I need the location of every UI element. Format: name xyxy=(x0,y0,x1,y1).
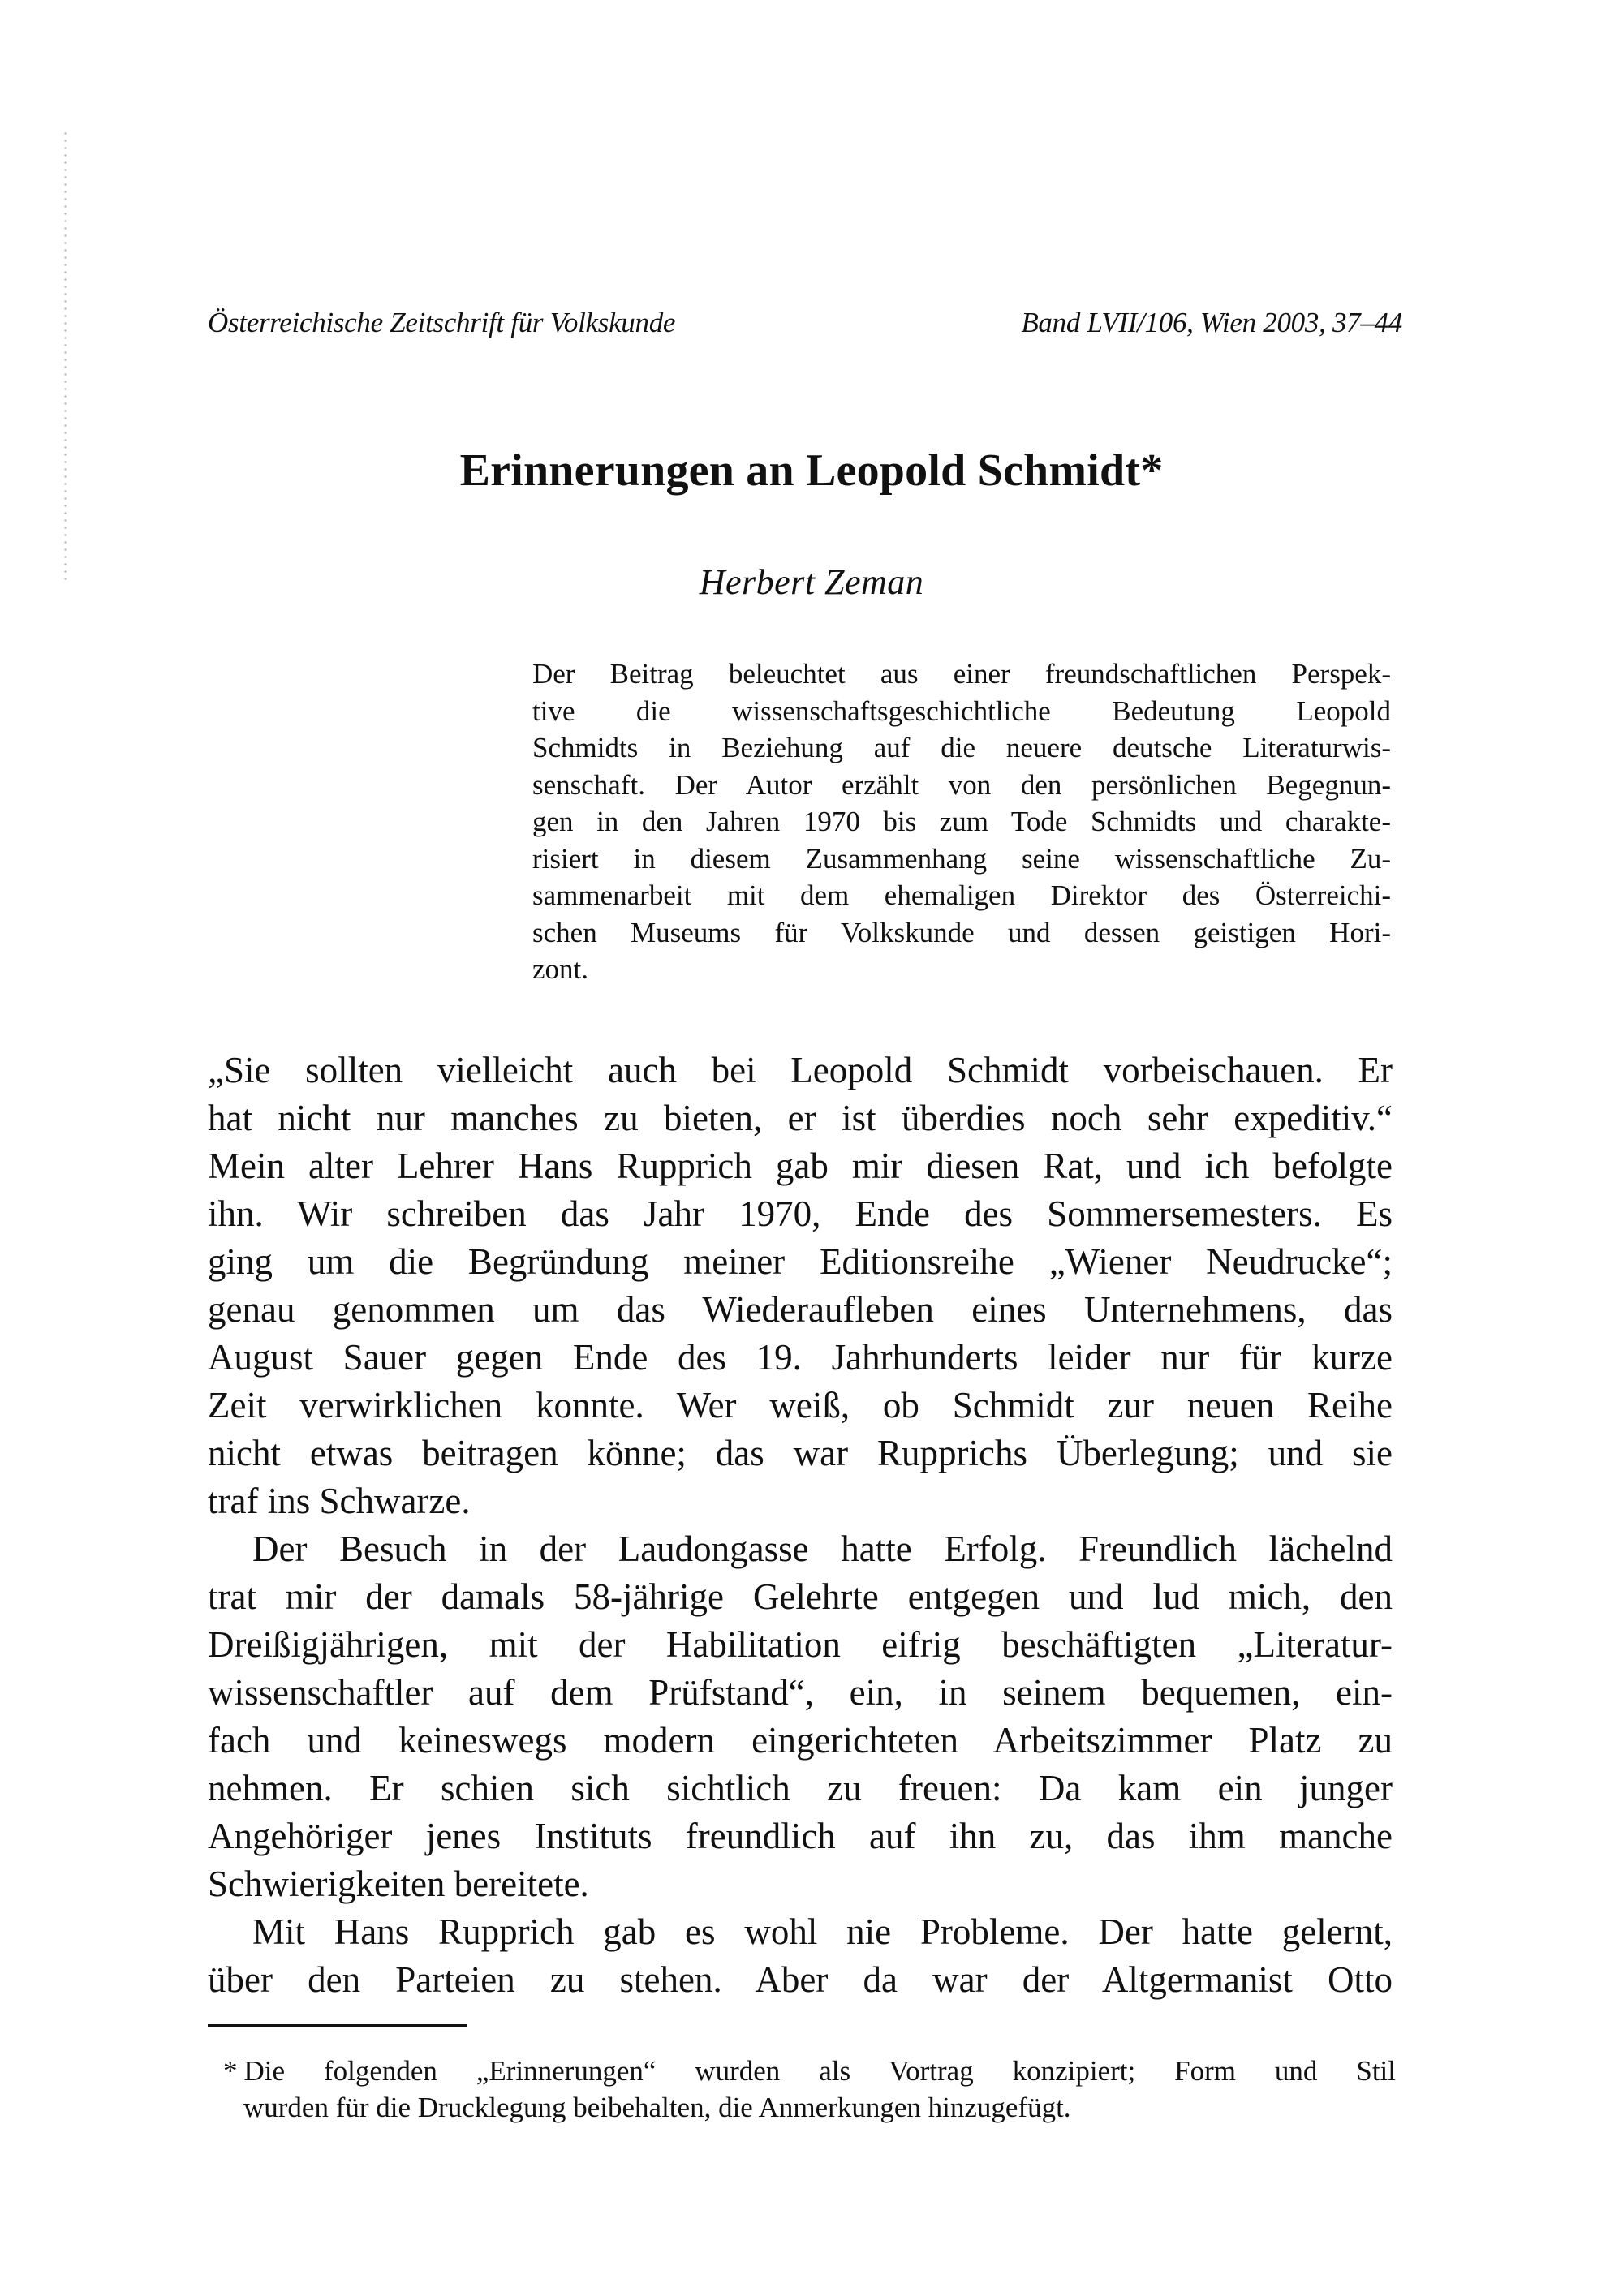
abstract-line: risiert in diesem Zusammenhang seine wissenschaftliche Zu- xyxy=(532,842,1391,875)
running-head xyxy=(208,307,1402,339)
body-line: Der Besuch in der Laudongasse hatte Erfolg. Freundlich lächelnd xyxy=(252,1529,1393,1569)
abstract-line: gen in den Jahren 1970 bis zum Tode Schmidts und charakte- xyxy=(532,806,1391,837)
footnote xyxy=(223,2053,1396,2126)
abstract-line: Der Beitrag beleuchtet aus einer freundschaftlichen Perspek- xyxy=(532,658,1391,690)
body-line: wissenschaftler auf dem Prüfstand“, ein, in seinem bequemen, ein- xyxy=(208,1672,1393,1713)
body-line: genau genommen um das Wiederaufleben eines Unternehmens, das xyxy=(208,1289,1393,1330)
body-text xyxy=(208,1047,1393,2004)
abstract-line: senschaft. Der Autor erzählt von den persönlichen Begegnun- xyxy=(532,768,1391,801)
body-line: Dreißigjährigen, mit der Habilitation eifrig beschäftigten „Literatur- xyxy=(208,1624,1393,1665)
footnote-line: wurden für die Drucklegung beibehalten, die Anmerkungen hinzugefügt. xyxy=(243,2092,1071,2123)
article-title: Erinnerungen an Leopold Schmidt* xyxy=(459,445,1164,496)
body-line: Mein alter Lehrer Hans Rupprich gab mir diesen Rat, und ich befolgte xyxy=(208,1146,1393,1186)
abstract xyxy=(532,656,1391,988)
article-author: Herbert Zeman xyxy=(699,562,924,602)
footnote-marker: * xyxy=(223,2055,238,2087)
body-line: über den Parteien zu stehen. Aber da war der Altgermanist Otto xyxy=(208,1959,1393,2000)
footnote-line xyxy=(223,2053,1396,2089)
body-line: Angehöriger jenes Instituts freundlich auf ihn zu, das ihm manche xyxy=(208,1816,1393,1856)
body-line: „Sie sollten vielleicht auch bei Leopold Schmidt vorbeischauen. Er xyxy=(208,1050,1393,1090)
abstract-line: zont. xyxy=(532,953,589,985)
body-line: August Sauer gegen Ende des 19. Jahrhunderts leider nur für kurze xyxy=(208,1337,1393,1378)
body-line: Schwierigkeiten bereitete. xyxy=(208,1864,589,1904)
footnote-divider xyxy=(208,2024,467,2027)
body-line: Mit Hans Rupprich gab es wohl nie Probleme. Der hatte gelernt, xyxy=(252,1911,1393,1952)
abstract-line: tive die wissenschaftsgeschichtliche Bedeutung Leopold xyxy=(532,694,1391,727)
body-line: nicht etwas beitragen könne; das war Rupprichs Überlegung; und sie xyxy=(208,1433,1393,1473)
body-line: traf ins Schwarze. xyxy=(208,1481,471,1521)
journal-name: Österreichische Zeitschrift für Volkskunde xyxy=(208,307,676,338)
abstract-line: sammenarbeit mit dem ehemaligen Direktor des Österreichi- xyxy=(532,879,1391,911)
abstract-line: schen Museums für Volkskunde und dessen geistigen Hori- xyxy=(532,916,1391,948)
volume-citation: Band LVII/106, Wien 2003, 37–44 xyxy=(1021,307,1402,338)
abstract-line: Schmidts in Beziehung auf die neuere deutsche Literaturwis- xyxy=(532,732,1391,763)
body-line: fach und keineswegs modern eingerichteten Arbeitszimmer Platz zu xyxy=(208,1720,1393,1761)
body-line: hat nicht nur manches zu bieten, er ist überdies noch sehr expeditiv.“ xyxy=(208,1098,1393,1138)
body-line: ging um die Begründung meiner Editionsreihe „Wiener Neudrucke“; xyxy=(208,1241,1393,1282)
footnote-text: Die folgenden „Erinnerungen“ wurden als Vortrag konzipiert; Form und Stil xyxy=(243,2055,1396,2087)
scan-artifact xyxy=(64,130,67,584)
body-line: ihn. Wir schreiben das Jahr 1970, Ende des Sommersemesters. Es xyxy=(208,1193,1393,1234)
body-line: trat mir der damals 58-jährige Gelehrte entgegen und lud mich, den xyxy=(208,1576,1393,1617)
body-line: nehmen. Er schien sich sichtlich zu freuen: Da kam ein junger xyxy=(208,1768,1393,1808)
body-line: Zeit verwirklichen konnte. Wer weiß, ob Schmidt zur neuen Reihe xyxy=(208,1385,1393,1425)
